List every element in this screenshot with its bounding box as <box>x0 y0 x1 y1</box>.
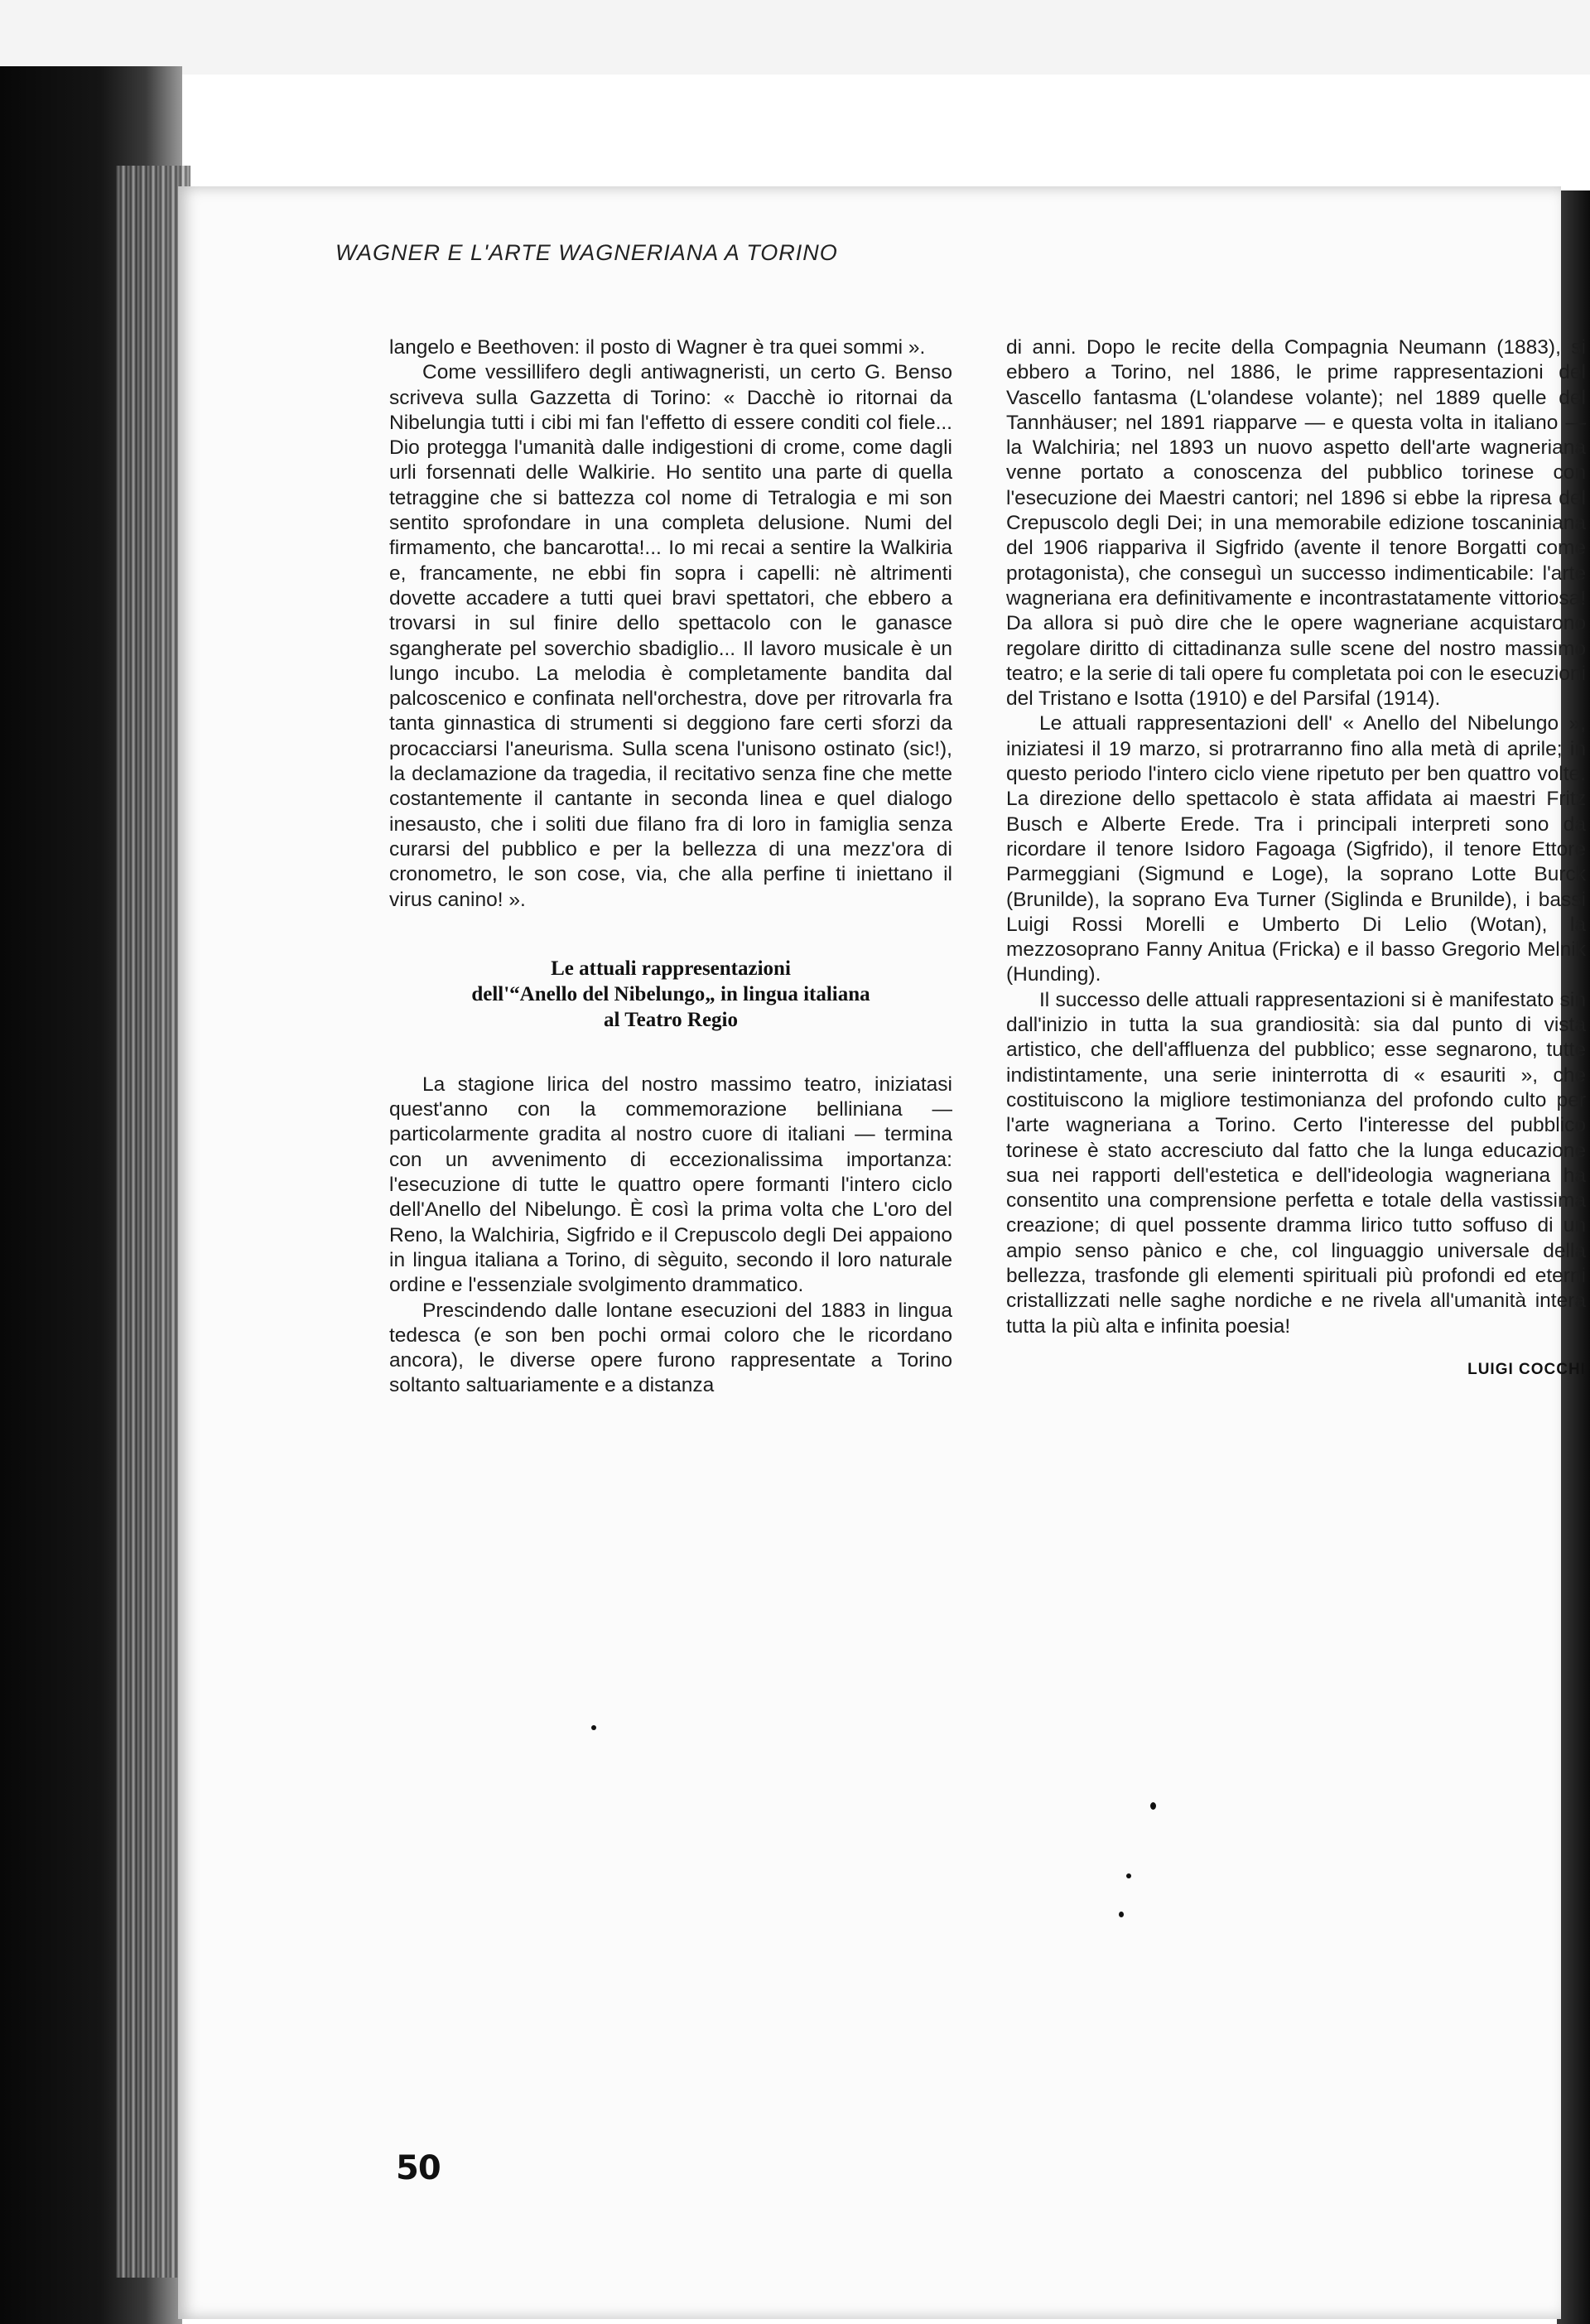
dust-speck <box>1126 1873 1131 1878</box>
left-column <box>389 335 952 1399</box>
section-heading-line: dell'“Anello del Nibelungo„ in lingua italiana <box>471 982 870 1005</box>
author-signature: LUIGI COCCHI <box>1467 1360 1586 1378</box>
paragraph: langelo e Beethoven: il posto di Wagner è tra quei sommi ». <box>389 336 926 359</box>
paragraph: Il successo delle attuali rappresentazioni si è manifestato sin dall'inizio in tutta la sua grandiosità: sia dal punto di vista artistico, che dell'affluenza del pubblico; esse segnarono, tutte indistintamente, una serie ininterrotta di « esauriti », che costituiscono la migliore testimonianza del profondo culto per l'arte wagneriana a Torino. Certo l'interesse del pubblico torinese è stato accresciuto dal fatto che la lunga educazione sua nei rapporti dell'estetica e dell'ideologia wagneriana ha consentito una comprensione perfetta e totale della vastissima creazione; di quel possente dramma lirico tutto soffuso di un ampio senso pànico e che, col linguaggio universale della bellezza, trasfonde gli elementi spirituali più profondi ed eterni cristallizzati nelle saghe nordiche e ne rivela all'umanità intera tutta la più alta e infinita poesia! <box>1006 988 1586 1338</box>
paragraph: Prescindendo dalle lontane esecuzioni del 1883 in lingua tedesca (e son ben pochi ormai coloro che le ricordano ancora), le diverse opere furono rappresentate a Torino soltanto saltuariamente e a distanza <box>389 1299 952 1397</box>
paragraph: Come vessillifero degli antiwagneristi, un certo G. Benso scriveva sulla Gazzetta di Torino: « Dacchè io ritornai da Nibelungia tutti i cibi mi fan l'effetto di essere conditi col fiele... Dio protegga l'umanità dalle indigestioni di crome, come dagli urli forsennati delle Walkirie. Ho sentito una parte di quella tetraggine che si battezza col nome di Tetralogia e mi son sentito sprofondare in una completa delusione. Numi del firmamento, che bancarotta!... Io mi recai a sentire la Walkiria e, francamente, ne ebbi fin sopra i capelli: nè altrimenti dovette accadere a tutti quei bravi spettatori, che ebbero a trovarsi in sul finire dello spettacolo con le ganasce sgangherate pel soverchio sbadiglio... Il lavoro musicale è un lungo incubo. La melodia è completamente bandita dal palcoscenico e confinata nell'orchestra, dove per ritrovarla fra tanta ginnastica di strumenti si deggiono fare certi sforzi da procacciarsi l'aneurisma. Sulla scena l'unisono ostinato (sic!), la declamazione da tragedia, il recitativo senza fine che mette costantemente il cantante in seconda linea e quel dialogo inesausto, che i soliti due filano fra di loro in famiglia senza curarsi del pubblico e per la bellezza di una mezz'ora di cronometro, le son cose, via, che alla perfine ti iniettano il virus canino! ». <box>389 361 952 911</box>
page-number: 50 <box>396 2149 441 2187</box>
dust-speck <box>591 1725 596 1730</box>
dust-speck <box>1119 1912 1124 1917</box>
running-title: WAGNER E L'ARTE WAGNERIANA A TORINO <box>335 240 838 265</box>
paragraph: di anni. Dopo le recite della Compagnia Neumann (1883), si ebbero a Torino, nel 1886, le prime rappresentazioni del Vascello fantasma (L'olandese volante); nel 1889 quelle del Tannhäuser; nel 1891 riapparve — e questa volta in italiano — la Walchiria; nel 1893 un nuovo aspetto dell'arte wagneriana venne portato a conoscenza del pubblico torinese con l'esecuzione dei Maestri cantori; nel 1896 si ebbe la ripresa del Crepuscolo degli Dei; in una memorabile edizione toscaniniana del 1906 riappariva il Sigfrido (avente il tenore Borgatti come protagonista), che conseguì un successo indimenticabile: l'arte wagneriana era definitivamente e incontrastatamente vittoriosa! Da allora si può dire che le opere wagneriane acquistarono regolare diritto di cittadinanza sulle scene del nostro massimo teatro; e la serie di tali opere fu completata poi con le esecuzioni del Tristano e Isotta (1910) e del Parsifal (1914). <box>1006 336 1586 711</box>
scan-top-margin <box>0 0 1590 75</box>
section-heading <box>389 956 952 1033</box>
section-heading-line: Le attuali rappresentazioni <box>551 957 791 980</box>
dust-speck <box>1150 1802 1156 1810</box>
right-column <box>1006 335 1586 1382</box>
section-heading-line: al Teatro Regio <box>603 1008 739 1031</box>
paragraph: Le attuali rappresentazioni dell' « Anello del Nibelungo », iniziatesi il 19 marzo, si protrarranno fino alla metà di aprile; in questo periodo l'intero ciclo viene ripetuto per ben quattro volte. La direzione dello spettacolo è stata affidata ai maestri Fritz Busch e Alberte Erede. Tra i principali interpreti sono da ricordare il tenore Isidoro Fagoaga (Sigfrido), il tenore Ettore Parmeggiani (Sigmund e Loge), la soprano Lotte Burck (Brunilde), la soprano Eva Turner (Siglinda e Brunilde), i bassi Luigi Rossi Morelli e Umberto Di Lelio (Wotan), la mezzosoprano Fanny Anitua (Fricka) e il basso Gregorio Melnik (Hunding). <box>1006 712 1586 986</box>
paragraph: La stagione lirica del nostro massimo teatro, iniziatasi quest'anno con la commemorazione belliniana — particolarmente gradita al nostro cuore di italiani — termina con un avvenimento di eccezionalissima importanza: l'esecuzione di tutte le quattro opere formanti l'intero ciclo dell'Anello del Nibelungo. È così la prima volta che L'oro del Reno, la Walchiria, Sigfrido e il Crepuscolo degli Dei appaiono in lingua italiana a Torino, di sèguito, secondo il loro naturale ordine e l'essenziale svolgimento drammatico. <box>389 1073 952 1297</box>
